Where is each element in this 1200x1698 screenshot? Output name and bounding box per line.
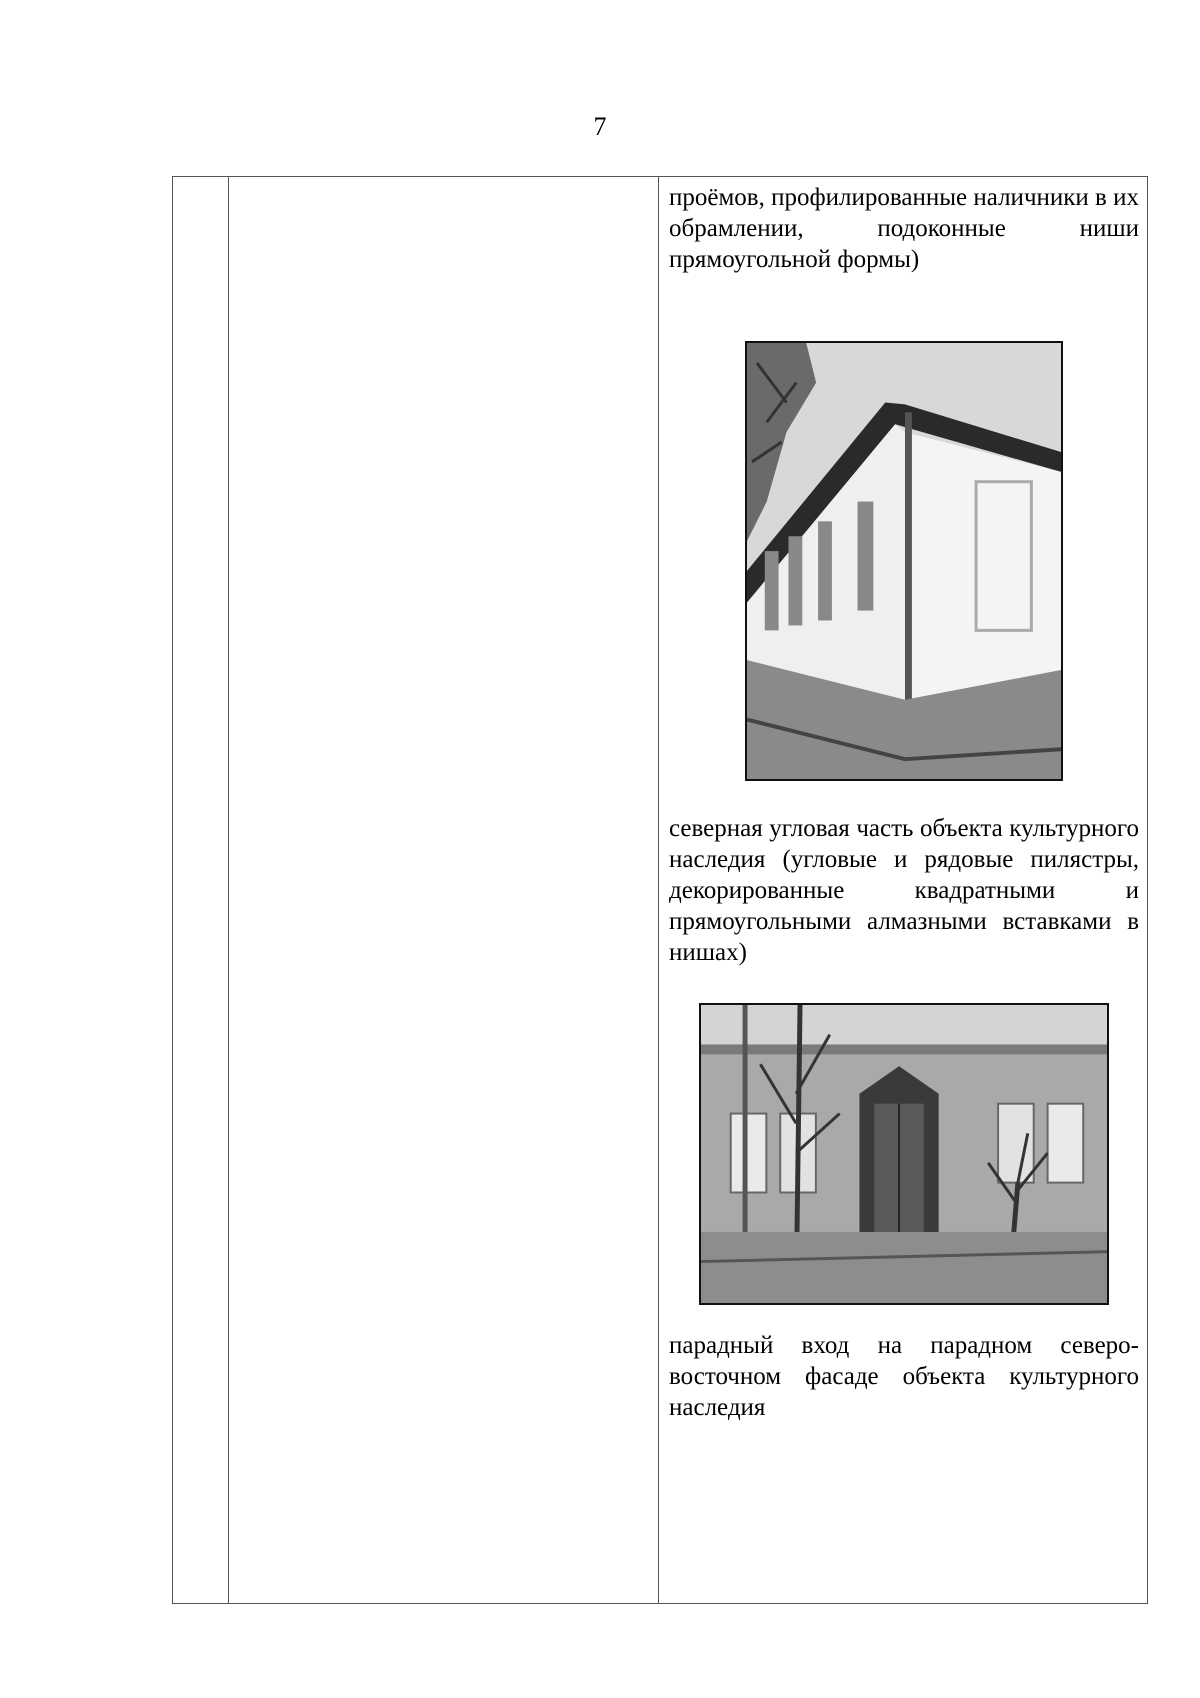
building-entrance-photo-icon (701, 1005, 1107, 1303)
page-number: 7 (593, 112, 607, 141)
building-corner-photo (745, 341, 1063, 781)
building-entrance-photo (699, 1003, 1109, 1305)
column-divider-2 (658, 177, 659, 1603)
heritage-table (172, 176, 1148, 1604)
column-divider-1 (228, 177, 229, 1603)
photo-caption-1: северная угловая часть объекта культурного наследия (угловые и рядовые пилястры, декорированные квадратными и прямоугольными алмазными вставками в нишах) (669, 815, 1139, 966)
description-text: проёмов, профилированные наличники в их обрамлении, подоконные ниши прямоугольной формы) (669, 184, 1139, 273)
building-corner-photo-icon (747, 343, 1061, 779)
photo-caption-2: парадный вход на парадном северо-восточном фасаде объекта культурного наследия (669, 1332, 1139, 1421)
